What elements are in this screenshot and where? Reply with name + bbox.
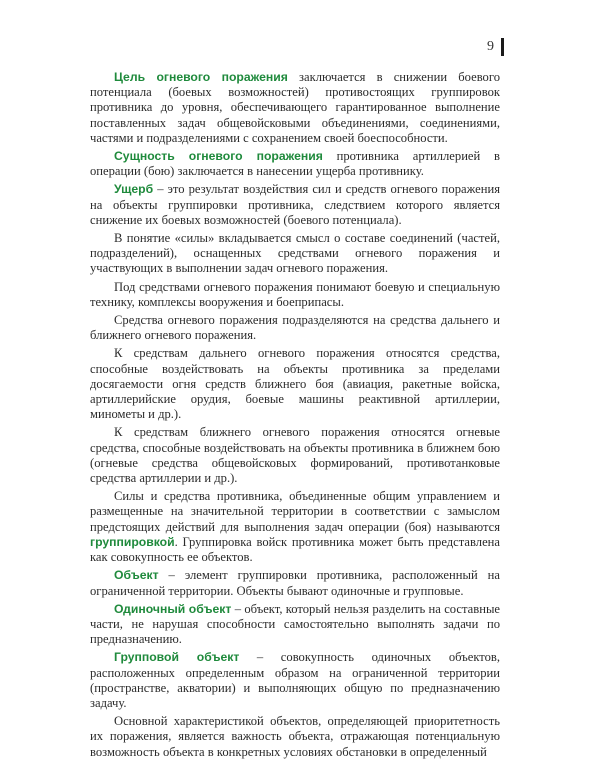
paragraph-text: – совокупность одиночных объектов, расположенных определенным образом на ограниченной территории (пространстве, акватории) и выполняющих общую по предназначению задачу. — [90, 650, 500, 710]
paragraph-text: – элемент группировки противника, расположенный на ограниченной территории. Объекты бывают одиночные и групповые. — [90, 568, 500, 598]
paragraph-object — [90, 568, 500, 598]
paragraph-single-object — [90, 602, 500, 648]
paragraph-long-range-means: К средствам дальнего огневого поражения относятся средства, способные воздействовать на объекты противника за пределами досягаемости огня средств ближнего боя (авиация, ракетные войска, артиллерийские орудия, боевые машины реактивной артиллерии, минометы и др.). — [90, 346, 500, 422]
paragraph-damage — [90, 182, 500, 228]
term-fire-defeat-goal: Цель огневого поражения — [114, 70, 288, 84]
paragraph-close-range-means: К средствам ближнего огневого поражения относятся огневые средства, способные воздействовать на объекты противника в ближнем бою (огневые средства общевойсковых формирований, противотанковые средства артиллерии и др.). — [90, 425, 500, 486]
paragraph-grouping — [90, 489, 500, 565]
paragraph-text: – это результат воздействия сил и средств огневого поражения на объекты группировки противника, следствием которого является снижение их боевых возможностей (боевого потенциала). — [90, 182, 500, 227]
body-text — [90, 70, 500, 763]
paragraph-text: заключается в снижении боевого потенциала (боевых возможностей) противостоящих группировок противника до уровня, обеспечивающего гарантированное выполнение поставленных задач общевойсковыми объединениями, соединениями, частями и подразделениями с сохранением своей боеспособности. — [90, 70, 500, 145]
paragraph-text: противника артиллерией в операции (бою) заключается в нанесении ущерба противнику. — [90, 149, 500, 179]
page-header — [487, 38, 504, 56]
paragraph-object-characteristics: Основной характеристикой объектов, определяющей приоритетность их поражения, является важность объекта, отражающая потенциальную возможность объекта в конкретных условиях обстановки в определенный — [90, 714, 500, 759]
term-group-object: Групповой объект — [114, 650, 240, 665]
page-marker-bar — [501, 38, 504, 56]
paragraph-fire-defeat-goal — [90, 70, 500, 146]
term-object: Объект — [114, 568, 159, 583]
term-grouping: группировкой — [90, 534, 175, 549]
term-single-object: Одиночный объект — [114, 601, 232, 616]
paragraph-means: Под средствами огневого поражения понимают боевую и специальную технику, комплексы вооружения и боеприпасы. — [90, 279, 500, 309]
paragraph-group-object — [90, 650, 500, 711]
paragraph-means-types: Средства огневого поражения подразделяются на средства дальнего и ближнего огневого поражения. — [90, 313, 500, 343]
paragraph-text: – объект, который нельзя разделить на составные части, не нарушая способности самостоятельно выполнять задачи по предназначению. — [90, 601, 500, 647]
paragraph-forces: В понятие «силы» вкладывается смысл о составе соединений (частей, подразделений), оснащенных средствами огневого поражения и участвующих в выполнении задач огневого поражения. — [90, 231, 500, 276]
term-damage: Ущерб — [114, 182, 154, 197]
paragraph-text-after: . Группировка войск противника может быть представлена как совокупность ее объектов. — [90, 534, 500, 565]
paragraph-fire-defeat-essence — [90, 149, 500, 179]
term-fire-defeat-essence: Сущность огневого поражения — [114, 149, 323, 164]
paragraph-text: Силы и средства противника, объединенные общим управлением и размещенные на значительной территории в соответствии с замыслом предстоящих действий для выполнения задач операции (боя) называются — [90, 489, 500, 534]
page-number: 9 — [487, 39, 494, 54]
